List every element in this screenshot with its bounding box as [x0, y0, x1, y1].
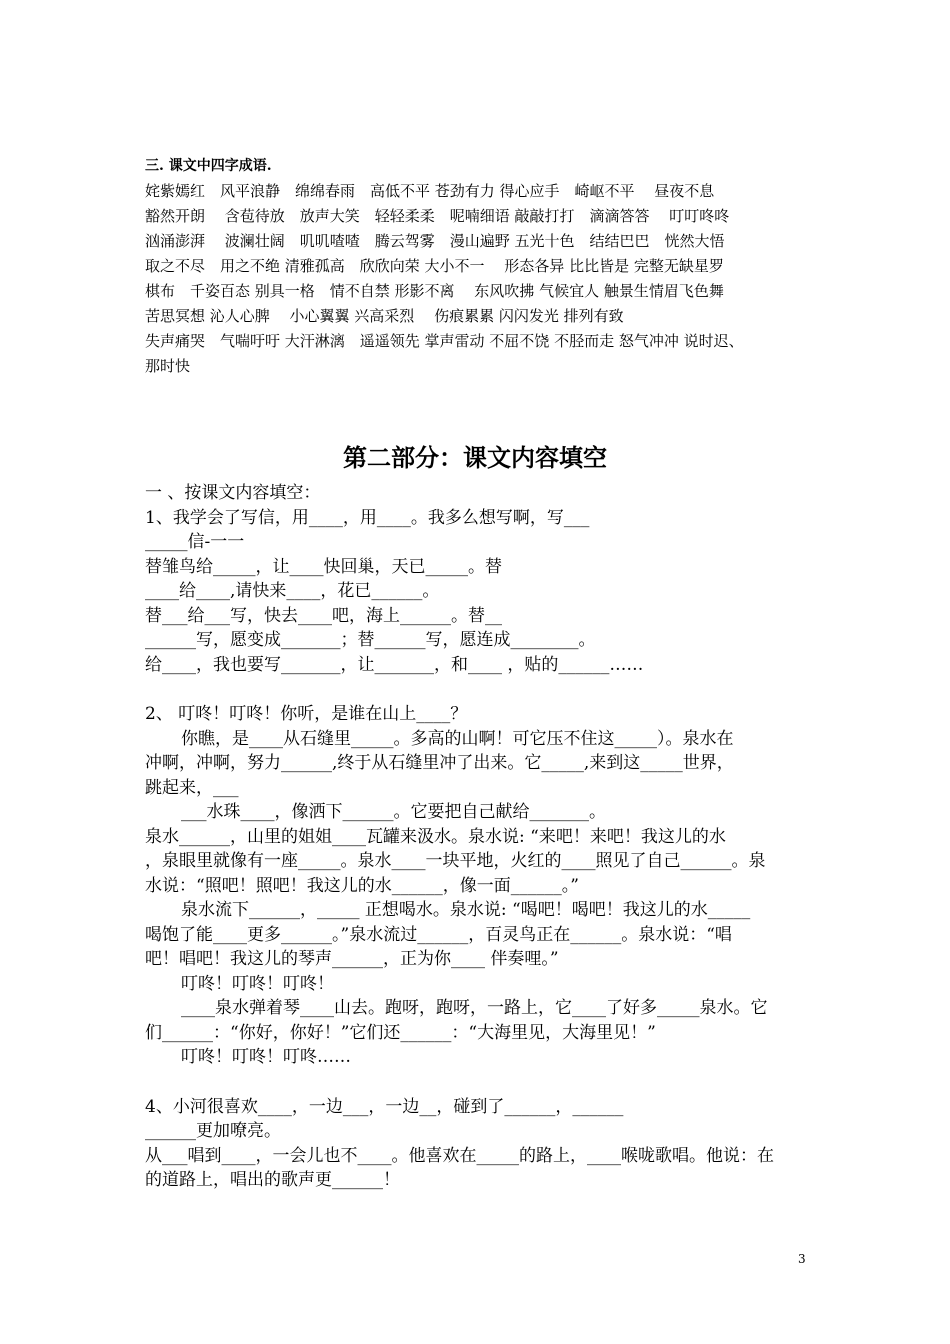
text-line: 泉水______，山里的姐姐____瓦罐来汲水。泉水说: “来吧！来吧！我这儿的水 — [145, 826, 726, 847]
text-line: 替雏鸟给_____，让____快回巢，天已_____。替 — [145, 556, 502, 577]
idiom-line: 那时快 — [145, 357, 191, 375]
text-line: ，泉眼里就像有一座_____。泉水____一块平地，火红的____照见了自己______。泉 — [145, 851, 766, 871]
text-line: 水说：“照吧！照吧！我这儿的水______，像一面______。” — [145, 875, 579, 896]
text-line: 替___给___写，快去____吧，海上______。替__ — [145, 605, 502, 626]
fill-in-section — [145, 481, 825, 1193]
text-line: ______更加嘹亮。 — [145, 1121, 281, 1141]
text-line: 跳起来，___ — [145, 777, 239, 798]
text-line: 叮咚！叮咚！叮咚！ — [181, 973, 334, 994]
text-line: 你瞧，是____从石缝里_____。多高的山啊！可它压不住这_____）。泉水在 — [181, 728, 734, 749]
spacer — [145, 1070, 825, 1095]
text-line: 从___唱到____，一会儿也不____。他喜欢在_____的路上，____喉咙歌唱。他说：在 — [145, 1145, 774, 1166]
page-number: 3 — [798, 1252, 806, 1266]
section-title: 三. 课文中四字成语. — [145, 158, 272, 174]
idiom-line: 苦思冥想 沁人心脾 小心翼翼 兴高采烈 伤痕累累 闪闪发光 排列有致 — [145, 307, 624, 325]
idiom-line: 姹紫嫣红 风平浪静 绵绵春雨 高低不平 苍劲有力 得心应手 崎岖不平 昼夜不息 — [145, 182, 715, 200]
part-title: 第二部分：课文内容填空 — [343, 444, 607, 472]
text-line: 给____，我也要写_______，让_______，和____ ，贴的______…… — [145, 654, 644, 675]
text-line: _____信-一一 — [145, 532, 245, 552]
text-line: 1、我学会了写信，用____，用____。我多么想写啊，写___ — [145, 507, 590, 528]
idiom-line: 取之不尽 用之不绝 清雅孤高 欣欣向荣 大小不一 形态各异 比比皆是 完整无缺星罗 — [145, 257, 724, 275]
text-line: 喝饱了能____更多______。”泉水流过______，百灵鸟正在______。泉水说：“唱 — [145, 924, 732, 945]
text-line: 泉水流下______，_____ 正想喝水。泉水说: “喝吧！喝吧！我这儿的水_____ — [181, 900, 751, 920]
idiom-list — [145, 179, 825, 379]
idioms-section — [145, 153, 825, 379]
instruction: 一 、按课文内容填空： — [145, 483, 321, 503]
text-line: ______写，愿变成_______；替______写，愿连成________。 — [145, 630, 596, 650]
text-line: ____泉水弹着琴____山去。跑呀，跑呀，一路上，它____了好多_____泉水。它 — [181, 998, 768, 1018]
text-line: 的道路上，唱出的歌声更______！ — [145, 1170, 400, 1190]
text-line: 吧！唱吧！我这儿的琴声______，正为你____ 伴奏哩。” — [145, 949, 559, 969]
text-line: ___水珠____，像洒下______。它要把自己献给_______。 — [181, 802, 606, 822]
text-line: 2、 叮咚！叮咚！你听，是谁在山上____？ — [145, 704, 468, 724]
idiom-line: 豁然开朗 含苞待放 放声大笑 轻轻柔柔 呢喃细语 敲敲打打 滴滴答答 叮叮咚咚 — [145, 207, 730, 225]
idiom-line: 失声痛哭 气喘吁吁 大汗淋漓 遥遥领先 掌声雷动 不屈不饶 不胫而走 怒气冲冲 说时迟、 — [145, 332, 744, 350]
idiom-line: 棋布 千姿百态 别具一格 情不自禁 形影不离 东风吹拂 气候宜人 触景生情眉飞色舞 — [145, 282, 724, 300]
text-line: 们______：“你好，你好！”它们还______：“大海里见，大海里见！” — [145, 1022, 656, 1043]
text-line: 叮咚！叮咚！叮咚…… — [181, 1047, 351, 1067]
text-line: 冲啊，冲啊，努力______,终于从石缝里冲了出来。它_____,来到这_____世界， — [145, 753, 734, 773]
text-line: ____给____,请快来____，花已______。 — [145, 581, 440, 601]
idiom-line: 汹涌澎湃 波澜壮阔 叽叽喳喳 腾云驾雾 漫山遍野 五光十色 结结巴巴 恍然大悟 — [145, 232, 725, 250]
text-line: 4、小河很喜欢____，一边___，一边__，碰到了______，______ — [145, 1096, 624, 1117]
spacer — [145, 677, 825, 702]
